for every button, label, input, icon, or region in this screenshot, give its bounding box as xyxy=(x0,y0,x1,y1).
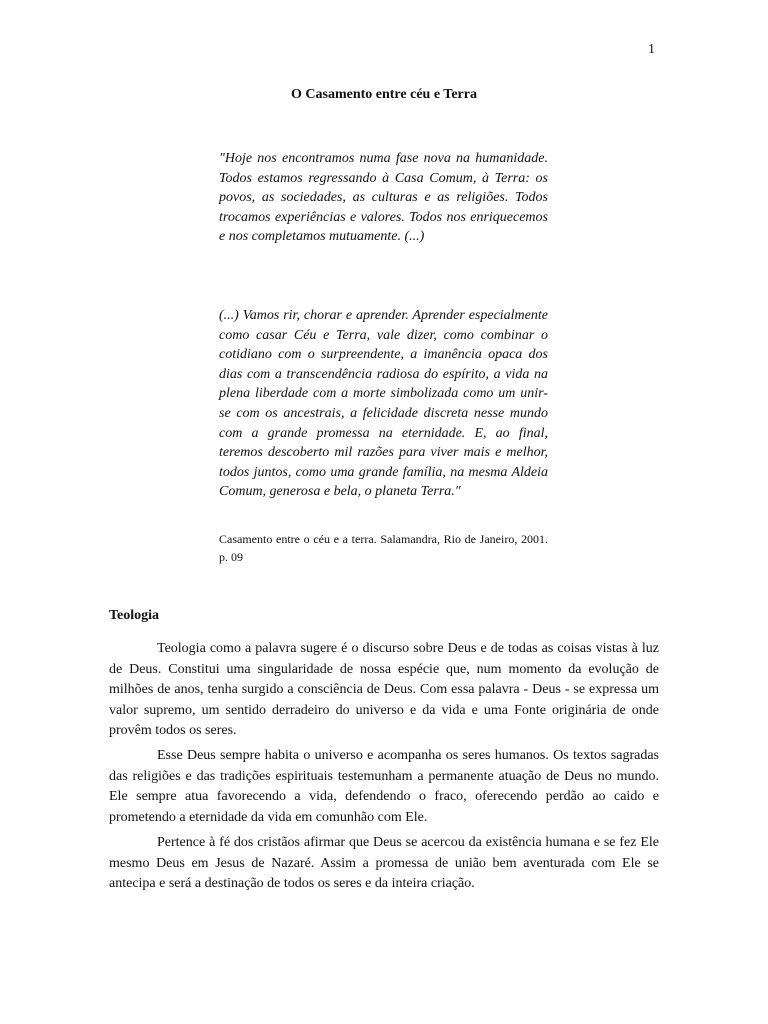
body-paragraph-2: Esse Deus sempre habita o universo e acompanha os seres humanos. Os textos sagradas das religiões e das tradições espirituais testemunham a permanente atuação de Deus no mundo. Ele sempre atua favorecendo a vida, defendendo o fraco, oferecendo perdão ao caido e prometendo a eternidade da vida em comunhão com Ele. xyxy=(109,748,659,825)
epigraph-paragraph-2: (...) Vamos rir, chorar e aprender. Aprender especialmente como casar Céu e Terra, vale dizer, como combinar o cotidiano com o surpreendente, a imanência opaca dos dias com a transcendência radiosa do espírito, a vida na plena liberdade com a morte simbolizada como um unir-se com os ancestrais, a felicidade discreta nesse mundo com a grande promessa na eternidade. E, ao final, teremos descoberto mil razões para viver mais e melhor, todos juntos, como uma grande família, na mesma Aldeia Comum, generosa e bela, o planeta Terra." xyxy=(219,308,548,500)
epigraph-citation: Casamento entre o céu e a terra. Salamandra, Rio de Janeiro, 2001. p. 09 xyxy=(219,532,548,564)
body-paragraph-1: Teologia como a palavra sugere é o discurso sobre Deus e de todas as coisas vistas à luz de Deus. Constitui uma singularidade de nossa espécie que, num momento da evolução de milhões de anos, tenha surgido a consciência de Deus. Com essa palavra - Deus - se expressa um valor supremo, um sentido derradeiro do universo e da vida e uma Fonte originária de onde provêm todos os seres. xyxy=(109,641,659,738)
document-title: O Casamento entre céu e Terra xyxy=(291,87,477,102)
section-heading: Teologia xyxy=(109,608,160,623)
body-paragraph-3: Pertence à fé dos cristãos afirmar que Deus se acercou da existência humana e se fez Ele mesmo Deus em Jesus de Nazaré. Assim a promessa de união bem aventurada com Ele se antecipa e será a destinação de todos os seres e da inteira criação. xyxy=(109,835,659,891)
epigraph-paragraph-1: "Hoje nos encontramos numa fase nova na humanidade. Todos estamos regressando à Casa Comum, à Terra: os povos, as sociedades, as culturas e as religiões. Todos trocamos experiências e valores. Todos nos enriquecemos e nos completamos mutuamente. (...) xyxy=(219,151,548,245)
page-number: 1 xyxy=(648,42,655,57)
